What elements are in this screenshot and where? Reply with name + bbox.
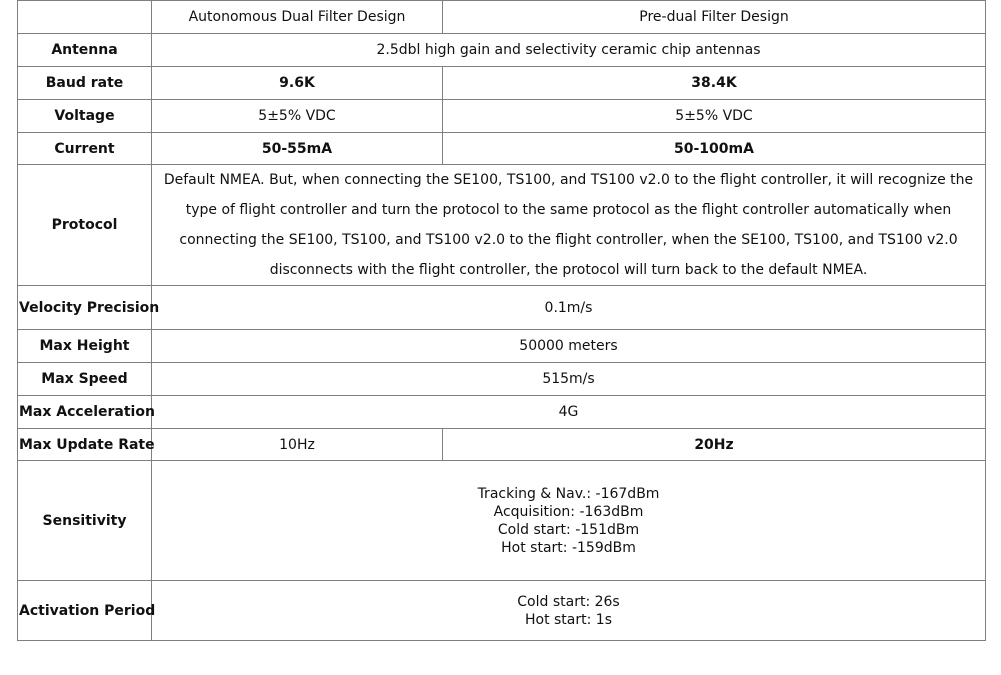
protocol-row	[18, 165, 986, 286]
activation-row	[18, 581, 986, 641]
velocity-row	[18, 286, 986, 330]
header-predual: Pre-dual Filter Design	[443, 1, 986, 34]
protocol-line: Default NMEA. But, when connecting the SE100, TS100, and TS100 v2.0 to the flight controller, it will recognize the	[163, 172, 974, 188]
voltage-predual: 5±5% VDC	[443, 100, 986, 133]
header-row	[18, 1, 986, 34]
accel-row	[18, 396, 986, 429]
baud-label: Baud rate	[18, 67, 152, 100]
protocol-line: connecting the SE100, TS100, and TS100 v2.0 to the flight controller, when the SE100, TS100, and TS100 v2.0	[179, 232, 958, 248]
accel-value: 4G	[152, 396, 986, 429]
activation-value	[152, 581, 986, 641]
baud-autonomous: 9.6K	[152, 67, 443, 100]
sensitivity-row	[18, 461, 986, 581]
baud-row	[18, 67, 986, 100]
antenna-value: 2.5dbl high gain and selectivity ceramic chip antennas	[152, 34, 986, 67]
sensitivity-label: Sensitivity	[18, 461, 152, 581]
activation-label: Activation Period	[18, 581, 152, 641]
update-label: Max Update Rate	[18, 429, 152, 461]
current-autonomous: 50-55mA	[152, 133, 443, 165]
height-row	[18, 330, 986, 363]
speed-label: Max Speed	[18, 363, 152, 396]
protocol-line: type of flight controller and turn the protocol to the same protocol as the flight controller automatically when	[185, 202, 952, 218]
antenna-row	[18, 34, 986, 67]
height-value: 50000 meters	[152, 330, 986, 363]
sensitivity-line: Tracking & Nav.: -167dBm	[477, 485, 660, 502]
height-label: Max Height	[18, 330, 152, 363]
sensitivity-line: Hot start: -159dBm	[501, 539, 636, 556]
speed-row	[18, 363, 986, 396]
update-autonomous: 10Hz	[152, 429, 443, 461]
activation-line: Cold start: 26s	[517, 593, 620, 610]
protocol-label: Protocol	[18, 165, 152, 286]
voltage-label: Voltage	[18, 100, 152, 133]
protocol-line: disconnects with the flight controller, the protocol will turn back to the default NMEA.	[269, 262, 868, 278]
sensitivity-line: Cold start: -151dBm	[497, 521, 640, 538]
current-row	[18, 133, 986, 165]
current-label: Current	[18, 133, 152, 165]
protocol-value	[152, 165, 986, 286]
update-predual: 20Hz	[443, 429, 986, 461]
header-autonomous: Autonomous Dual Filter Design	[152, 1, 443, 34]
voltage-autonomous: 5±5% VDC	[152, 100, 443, 133]
update-row	[18, 429, 986, 461]
header-empty-cell	[18, 1, 152, 34]
accel-label: Max Acceleration	[18, 396, 152, 429]
speed-value: 515m/s	[152, 363, 986, 396]
activation-line: Hot start: 1s	[524, 611, 612, 628]
velocity-label: Velocity Precision	[18, 286, 152, 330]
spec-table	[17, 0, 986, 641]
baud-predual: 38.4K	[443, 67, 986, 100]
sensitivity-line: Acquisition: -163dBm	[493, 503, 644, 520]
sensitivity-value	[152, 461, 986, 581]
antenna-label: Antenna	[18, 34, 152, 67]
current-predual: 50-100mA	[443, 133, 986, 165]
voltage-row	[18, 100, 986, 133]
velocity-value: 0.1m/s	[152, 286, 986, 330]
